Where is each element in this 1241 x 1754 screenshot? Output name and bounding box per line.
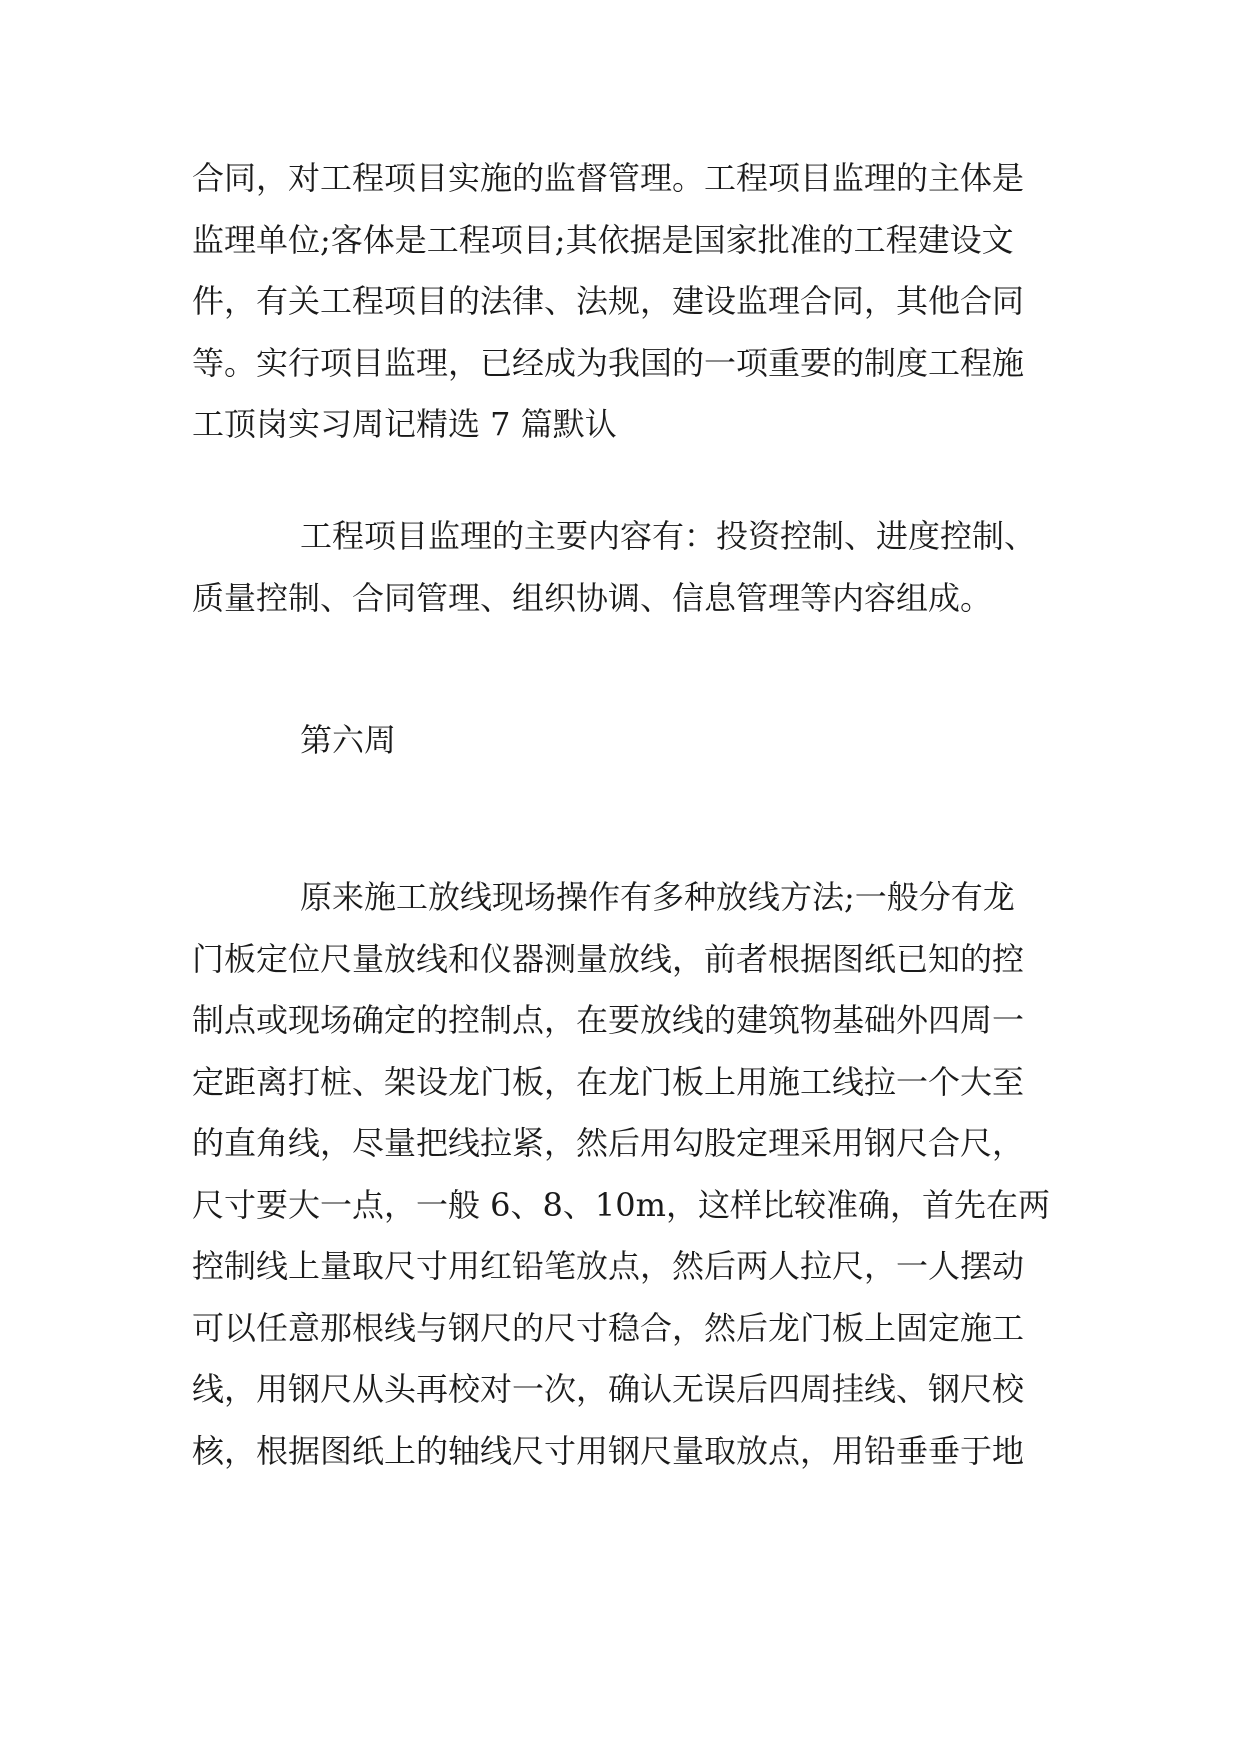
text-line: 制点或现场确定的控制点，在要放线的建筑物基础外四周一 <box>192 1001 1025 1039</box>
paragraph-supervision-definition <box>192 148 1052 456</box>
text-line: 监理单位;客体是工程项目;其依据是国家批准的工程建设文 <box>192 220 1014 259</box>
text-line: 等。实行项目监理，已经成为我国的一项重要的制度工程施 <box>192 343 1025 382</box>
text-line: 门板定位尺量放线和仪器测量放线，前者根据图纸已知的控 <box>192 939 1025 978</box>
text-line: 工程项目监理的主要内容有：投资控制、进度控制、 <box>300 517 1037 555</box>
paragraph-setting-out-methods <box>192 867 1052 1482</box>
text-line: 控制线上量取尺寸用红铅笔放点，然后两人拉尺，一人摆动 <box>192 1247 1025 1285</box>
text-line: 工顶岗实习周记精选 7 篇默认 <box>192 405 617 443</box>
text-line: 核，根据图纸上的轴线尺寸用钢尺量取放点，用铅垂垂于地 <box>192 1431 1025 1470</box>
text-line: 尺寸要大一点，一般 6、8、10m，这样比较准确，首先在两 <box>192 1185 1050 1224</box>
text-line: 定距离打桩、架设龙门板，在龙门板上用施工线拉一个大至 <box>192 1062 1025 1101</box>
text-line: 合同，对工程项目实施的监督管理。工程项目监理的主体是 <box>192 159 1025 197</box>
text-line: 线，用钢尺从头再校对一次，确认无误后四周挂线、钢尺校 <box>192 1370 1025 1408</box>
text-line: 件，有关工程项目的法律、法规，建设监理合同，其他合同 <box>192 282 1025 320</box>
text-line: 原来施工放线现场操作有多种放线方法;一般分有龙 <box>300 878 1015 916</box>
text-line: 质量控制、合同管理、组织协调、信息管理等内容组成。 <box>192 578 993 617</box>
section-heading-week-six <box>192 710 1052 772</box>
text-line: 可以任意那根线与钢尺的尺寸稳合，然后龙门板上固定施工 <box>192 1308 1025 1347</box>
paragraph-supervision-content <box>192 506 1052 629</box>
text-line: 第六周 <box>300 721 397 759</box>
text-line: 的直角线，尽量把线拉紧，然后用勾股定理采用钢尺合尺， <box>192 1124 1025 1162</box>
